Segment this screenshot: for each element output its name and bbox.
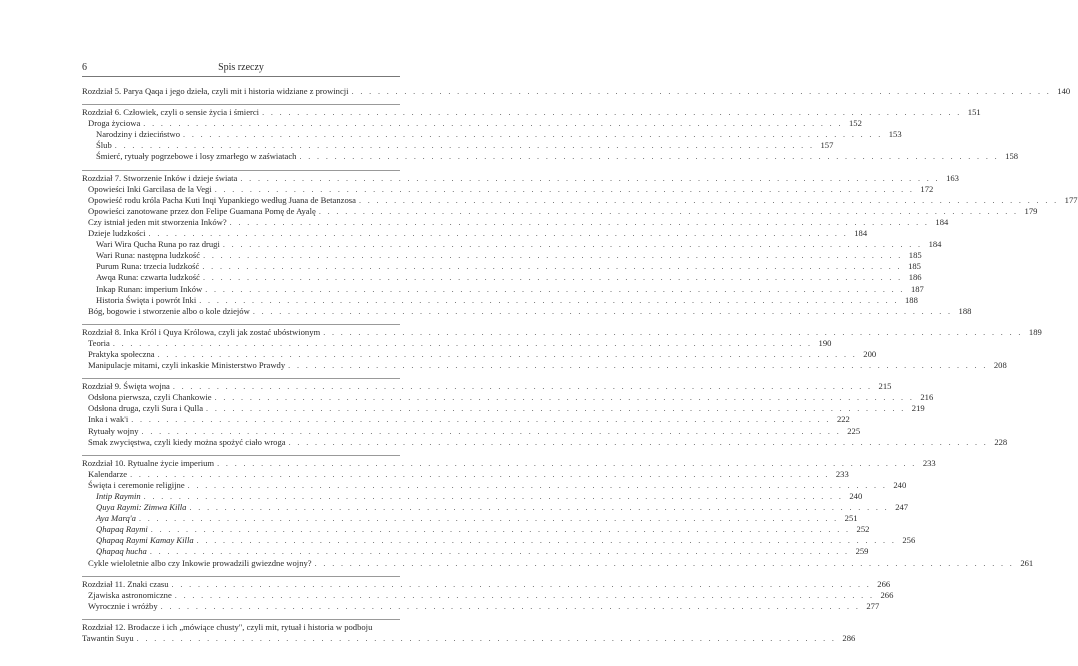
dot-leader: . . . . . . . . . . . . . . . . . . . . . . . . . . . . . . . . . . . . . . . . . . . . . . . . . . . . . . . . . . . . . . . . . . . . . . . . . . . . . . . . [252,306,953,316]
dot-leader: . . . . . . . . . . . . . . . . . . . . . . . . . . . . . . . . . . . . . . . . . . . . . . . . . . . . . . . . . . . . . . . . . . . . . . . . . . . . . . . . [214,393,915,403]
toc-subsection-title: Qhapaq Raymi Kamay Killa [96,535,194,546]
toc-section [82,337,832,349]
chapter-heading-page: 233 [922,457,936,468]
toc-section [82,305,972,317]
toc-subsection-title: Awqa Runa: czwarta ludzkość [96,272,200,283]
chapter-heading-page: 151 [967,107,981,118]
dot-leader: . . . . . . . . . . . . . . . . . . . . . . . . . . . . . . . . . . . . . . . . . . . . . . . . . . . . . . . . . . . . . . . . . . . . . . . . . . . . . . . . [203,251,903,261]
toc-chapter-group [82,378,1008,448]
toc-subsection [82,250,922,261]
toc-section-page: 216 [920,392,934,403]
toc-subsection-title: Inkap Runan: imperium Inków [96,283,203,294]
toc-subsection-title: Wari Wira Qucha Runa po raz drugi [96,239,220,250]
toc-section-title: Czy istniał jeden mit stworzenia Inków? [88,216,227,227]
chapter-separator [82,576,400,577]
toc-section [82,600,880,612]
toc-section [82,118,862,129]
dot-leader: . . . . . . . . . . . . . . . . . . . . . . . . . . . . . . . . . . . . . . . . . . . . . . . . . . . . . . . . . . . . . . . . . . . . . . . . . . . . . . . . [358,195,1059,205]
page-number: 6 [82,62,87,73]
toc-subsection-page: 240 [849,491,863,501]
chapter-heading-title: Rozdział 7. Stworzenie Inków i dzieje świata [82,172,238,183]
toc-section-page: 172 [920,183,934,194]
chapter-heading [82,326,1042,338]
toc-section [82,414,850,425]
toc-section-title: Opowieść rodu króla Pacha Kuti Inqi Yupankiego według Juana de Betanzosa [88,194,356,205]
toc-subsection-page: 247 [895,502,909,513]
toc-subsection-page: 186 [908,272,922,283]
dot-leader: . . . . . . . . . . . . . . . . . . . . . . . . . . . . . . . . . . . . . . . . . . . . . . . . . . . . . . . . . . . . . . . . . . . . . . . . . . . . . . . . [318,206,1019,216]
chapter-heading-title: Rozdział 10. Rytualne życie imperium [82,457,215,468]
toc-section-page: 184 [854,228,868,239]
dot-leader: . . . . . . . . . . . . . . . . . . . . . . . . . . . . . . . . . . . . . . . . . . . . . . . . . . . . . . . . . . . . . . . . . . . . . . . . . . . . . . . . [262,108,962,118]
chapter-heading [82,172,959,184]
toc-subsection-page: 187 [910,283,924,294]
toc-chapter-group [82,86,1071,97]
running-title: Spis rzeczy [218,62,264,73]
toc-section-title: Święta i ceremonie religijne [88,479,185,490]
chapter-heading-page: 215 [878,381,892,392]
chapter-heading-title: Rozdział 9. Święta wojna [82,381,170,392]
chapter-heading-page: 266 [877,578,891,589]
toc-section-title: Bóg, bogowie i stworzenie albo o kole dziejów [88,305,250,316]
chapter-heading-page: 189 [1028,326,1042,337]
dot-leader: . . . . . . . . . . . . . . . . . . . . . . . . . . . . . . . . . . . . . . . . . . . . . . . . . . . . . . . . . . . . . . . . . . . . . . . . . . . . . . . . [160,601,861,611]
toc-section-title: Kalendarze [88,468,128,479]
chapter-separator [82,170,400,171]
dot-leader: . . . . . . . . . . . . . . . . . . . . . . . . . . . . . . . . . . . . . . . . . . . . . . . . . . . . . . . . . . . . . . . . . . . . . . . . . . . . . . . . [141,426,842,436]
toc-section-title: Inka i wak'i [88,414,129,425]
dot-leader: . . . . . . . . . . . . . . . . . . . . . . . . . . . . . . . . . . . . . . . . . . . . . . . . . . . . . . . . . . . . . . . . . . . . . . . . . . . . . . . . [171,579,872,589]
table-of-contents [82,86,1078,644]
dot-leader: . . . . . . . . . . . . . . . . . . . . . . . . . . . . . . . . . . . . . . . . . . . . . . . . . . . . . . . . . . . . . . . . . . . . . . . . . . . . . . . . [143,492,844,501]
toc-subsection-page: 157 [820,140,834,151]
toc-section [82,425,861,437]
dot-leader: . . . . . . . . . . . . . . . . . . . . . . . . . . . . . . . . . . . . . . . . . . . . . . . . . . . . . . . . . . . . . . . . . . . . . . . . . . . . . . . . [205,284,905,294]
toc-section [82,216,949,228]
toc-section-page: 277 [866,600,880,611]
toc-subsection-title: Purum Runa: trzecia ludzkość [96,261,200,272]
toc-subsection-page: 185 [908,250,922,261]
dot-leader: . . . . . . . . . . . . . . . . . . . . . . . . . . . . . . . . . . . . . . . . . . . . . . . . . . . . . . . . . . . . . . . . . . . . . . . . . . . . . . . . [150,525,851,535]
toc-subsection [82,129,902,140]
toc-subsection-page: 158 [1005,151,1019,162]
toc-chapter-group [82,170,1078,317]
toc-chapter-group [82,324,1042,371]
dot-leader: . . . . . . . . . . . . . . . . . . . . . . . . . . . . . . . . . . . . . . . . . . . . . . . . . . . . . . . . . . . . . . . . . . . . . . . . . . . . . . . . [214,184,915,194]
running-header [82,62,400,76]
toc-section-page: 188 [958,305,972,316]
toc-section-title: Zjawiska astronomiczne [88,589,172,600]
toc-section-title: Cykle wieloletnie albo czy Inkowie prowadzili gwiezdne wojny? [88,557,312,568]
toc-chapter-group [82,576,894,612]
dot-leader: . . . . . . . . . . . . . . . . . . . . . . . . . . . . . . . . . . . . . . . . . . . . . . . . . . . . . . . . . . . . . . . . . . . . . . . . . . . . . . . . [288,361,988,371]
toc-subsection [82,513,858,524]
dot-leader: . . . . . . . . . . . . . . . . . . . . . . . . . . . . . . . . . . . . . . . . . . . . . . . . . . . . . . . . . . . . . . . . . . . . . . . . . . . . . . . . [199,295,899,305]
dot-leader: . . . . . . . . . . . . . . . . . . . . . . . . . . . . . . . . . . . . . . . . . . . . . . . . . . . . . . . . . . . . . . . . . . . . . . . . . . . . . . . . [189,503,890,513]
toc-section-page: 184 [935,216,949,227]
toc-section-title: Dzieje ludzkości [88,228,146,239]
dot-leader: . . . . . . . . . . . . . . . . . . . . . . . . . . . . . . . . . . . . . . . . . . . . . . . . . . . . . . . . . . . . . . . . . . . . . . . . . . . . . . . . [314,558,1015,568]
dot-leader: . . . . . . . . . . . . . . . . . . . . . . . . . . . . . . . . . . . . . . . . . . . . . . . . . . . . . . . . . . . . . . . . . . . . . . . . . . . . . . . . [323,327,1023,337]
chapter-separator [82,104,400,105]
chapter-separator [82,378,400,379]
dot-leader: . . . . . . . . . . . . . . . . . . . . . . . . . . . . . . . . . . . . . . . . . . . . . . . . . . . . . . . . . . . . . . . . . . . . . . . . . . . . . . . . [196,536,897,546]
toc-subsection-page: 256 [902,535,916,546]
toc-subsection [82,140,834,151]
dot-leader: . . . . . . . . . . . . . . . . . . . . . . . . . . . . . . . . . . . . . . . . . . . . . . . . . . . . . . . . . . . . . . . . . . . . . . . . . . . . . . . . [187,480,888,490]
dot-leader: . . . . . . . . . . . . . . . . . . . . . . . . . . . . . . . . . . . . . . . . . . . . . . . . . . . . . . . . . . . . . . . . . . . . . . . . . . . . . . . . [174,590,875,600]
chapter-heading-cont-title: Tawantin Suyu [82,633,134,644]
dot-leader: . . . . . . . . . . . . . . . . . . . . . . . . . . . . . . . . . . . . . . . . . . . . . . . . . . . . . . . . . . . . . . . . . . . . . . . . . . . . . . . . [148,229,849,239]
toc-subsection-title: Śmierć, rytuały pogrzebowe i losy zmarłego w zaświatach [96,151,297,162]
dot-leader: . . . . . . . . . . . . . . . . . . . . . . . . . . . . . . . . . . . . . . . . . . . . . . . . . . . . . . . . . . . . . . . . . . . . . . . . . . . . . . . . [288,437,989,447]
dot-leader: . . . . . . . . . . . . . . . . . . . . . . . . . . . . . . . . . . . . . . . . . . . . . . . . . . . . . . . . . . . . . . . . . . . . . . . . . . . . . . . . [114,141,815,151]
toc-chapter-group [82,455,1034,569]
toc-section [82,479,907,491]
dot-leader: . . . . . . . . . . . . . . . . . . . . . . . . . . . . . . . . . . . . . . . . . . . . . . . . . . . . . . . . . . . . . . . . . . . . . . . . . . . . . . . . [157,349,858,359]
dot-leader: . . . . . . . . . . . . . . . . . . . . . . . . . . . . . . . . . . . . . . . . . . . . . . . . . . . . . . . . . . . . . . . . . . . . . . . . . . . . . . . . [229,217,930,227]
dot-leader: . . . . . . . . . . . . . . . . . . . . . . . . . . . . . . . . . . . . . . . . . . . . . . . . . . . . . . . . . . . . . . . . . . . . . . . . . . . . . . . . [240,173,940,183]
toc-section-page: 208 [993,360,1007,371]
toc-subsection [82,261,921,272]
dot-leader: . . . . . . . . . . . . . . . . . . . . . . . . . . . . . . . . . . . . . . . . . . . . . . . . . . . . . . . . . . . . . . . . . . . . . . . . . . . . . . . . [217,458,917,468]
toc-subsection-title: Intip Raymin [96,491,141,501]
toc-section-title: Rytuały wojny [88,425,139,436]
dot-leader: . . . . . . . . . . . . . . . . . . . . . . . . . . . . . . . . . . . . . . . . . . . . . . . . . . . . . . . . . . . . . . . . . . . . . . . . . . . . . . . . [183,130,883,140]
toc-section [82,348,877,360]
toc-section [82,205,1038,217]
toc-subsection-title: Ślub [96,140,112,151]
toc-subsection-title: Wari Runa: następna ludzkość [96,250,201,261]
chapter-heading-title: Rozdział 5. Parya Qaqa i jego dzieła, czyli mit i historia widziane z prowincji [82,86,349,96]
dot-leader: . . . . . . . . . . . . . . . . . . . . . . . . . . . . . . . . . . . . . . . . . . . . . . . . . . . . . . . . . . . . . . . . . . . . . . . . . . . . . . . . [299,152,1000,162]
toc-subsection [82,524,870,535]
toc-section [82,194,1078,206]
chapter-heading [82,86,1071,97]
toc-section [82,557,1034,569]
dot-leader: . . . . . . . . . . . . . . . . . . . . . . . . . . . . . . . . . . . . . . . . . . . . . . . . . . . . . . . . . . . . . . . . . . . . . . . . . . . . . . . . [130,469,830,479]
dot-leader: . . . . . . . . . . . . . . . . . . . . . . . . . . . . . . . . . . . . . . . . . . . . . . . . . . . . . . . . . . . . . . . . . . . . . . . . . . . . . . . . [202,262,902,272]
toc-section-title: Praktyka społeczna [88,348,155,359]
toc-section-title: Opowieści zanotowane przez don Felipe Guamana Pomę de Ayalę [88,205,316,216]
toc-section-page: 219 [911,403,925,414]
toc-section-page: 261 [1020,557,1034,568]
dot-leader: . . . . . . . . . . . . . . . . . . . . . . . . . . . . . . . . . . . . . . . . . . . . . . . . . . . . . . . . . . . . . . . . . . . . . . . . . . . . . . . . [172,382,873,392]
dot-leader: . . . . . . . . . . . . . . . . . . . . . . . . . . . . . . . . . . . . . . . . . . . . . . . . . . . . . . . . . . . . . . . . . . . . . . . . . . . . . . . . [202,273,903,283]
chapter-heading-title: Rozdział 12. Brodacze i ich „mówiące chusty", czyli mit, rytuał i historia w podboju [82,621,373,632]
chapter-heading-page: 163 [946,172,959,183]
toc-subsection-title: Aya Marq'a [96,513,136,524]
toc-section-page: 179 [1024,205,1038,216]
toc-section [82,403,925,414]
toc-section-page: 228 [994,436,1008,447]
chapter-heading-title: Rozdział 6. Człowiek, czyli o sensie życia i śmierci [82,107,260,118]
chapter-heading [82,457,936,469]
toc-subsection-page: 184 [928,239,942,250]
toc-chapter-group [82,619,856,644]
chapter-heading-title: Rozdział 11. Znaki czasu [82,578,169,589]
toc-section [82,589,894,601]
toc-chapter-group [82,104,1019,162]
toc-subsection-page: 251 [844,513,858,524]
chapter-heading-cont-page: 286 [842,633,856,644]
toc-section-title: Opowieści Inki Garcilasa de la Vegi [88,183,212,194]
toc-section-title: Odsłona druga, czyli Sura i Qulla [88,403,204,414]
toc-section [82,468,849,480]
toc-section-page: 266 [880,589,894,600]
header-rule [82,76,400,77]
toc-section [82,228,868,239]
toc-subsection [82,294,918,306]
dot-leader: . . . . . . . . . . . . . . . . . . . . . . . . . . . . . . . . . . . . . . . . . . . . . . . . . . . . . . . . . . . . . . . . . . . . . . . . . . . . . . . . [112,338,813,348]
toc-section-title: Wyrocznie i wróżby [88,600,158,611]
toc-subsection [82,491,863,502]
toc-subsection [82,535,916,546]
chapter-heading [82,622,400,633]
toc-subsection-page: 188 [904,294,918,305]
toc-subsection-title: Quya Raymi: Ziтwa Killa [96,502,187,513]
dot-leader: . . . . . . . . . . . . . . . . . . . . . . . . . . . . . . . . . . . . . . . . . . . . . . . . . . . . . . . . . . . . . . . . . . . . . . . . . . . . . . . . [136,634,837,644]
chapter-heading [82,381,892,392]
toc-subsection-page: 252 [856,524,870,535]
toc-subsection-page: 153 [888,129,902,140]
chapter-heading-cont [82,633,856,644]
toc-section-page: 225 [847,425,861,436]
toc-subsection [82,502,909,513]
toc-subsection-title: Historia Święta i powrót Inki [96,294,197,305]
toc-subsection-page: 259 [855,546,869,557]
chapter-heading-title: Rozdział 8. Inka Król i Quya Królowa, czyli jak zostać ubóstwionym [82,326,321,337]
dot-leader: . . . . . . . . . . . . . . . . . . . . . . . . . . . . . . . . . . . . . . . . . . . . . . . . . . . . . . . . . . . . . . . . . . . . . . . . . . . . . . . . [222,240,923,250]
toc-section-page: 190 [818,337,832,348]
chapter-heading [82,107,981,118]
toc-section-page: 240 [893,479,907,490]
toc-section-page: 200 [863,348,877,359]
chapter-heading [82,578,891,590]
toc-subsection-title: Qhapaq Raymi [96,524,148,535]
dot-leader: . . . . . . . . . . . . . . . . . . . . . . . . . . . . . . . . . . . . . . . . . . . . . . . . . . . . . . . . . . . . . . . . . . . . . . . . . . . . . . . . [149,547,850,557]
toc-section-title: Smak zwycięstwa, czyli kiedy można spożyć ciało wroga [88,436,286,447]
toc-section-title: Teoria [88,337,110,348]
toc-section-page: 222 [836,414,850,425]
toc-subsection [82,546,869,557]
toc-subsection [82,272,922,283]
toc-section [82,436,1008,448]
toc-subsection-title: Narodziny i dzieciństwo [96,129,181,140]
toc-section [82,183,934,195]
toc-section-title: Manipulacje mitami, czyli inkaskie Ministerstwo Prawdy [88,360,286,371]
dot-leader: . . . . . . . . . . . . . . . . . . . . . . . . . . . . . . . . . . . . . . . . . . . . . . . . . . . . . . . . . . . . . . . . . . . . . . . . . . . . . . . . [206,404,906,414]
toc-section-title: Odsłona pierwsza, czyli Chankowie [88,392,212,403]
toc-section [82,392,934,403]
toc-section-title: Droga życiowa [88,118,141,129]
dot-leader: . . . . . . . . . . . . . . . . . . . . . . . . . . . . . . . . . . . . . . . . . . . . . . . . . . . . . . . . . . . . . . . . . . . . . . . . . . . . . . . . [143,119,843,129]
toc-section-page: 152 [848,118,862,129]
toc-subsection-title: Qhapaq hucha [96,546,147,557]
chapter-separator [82,455,400,456]
chapter-separator [82,619,400,620]
dot-leader: . . . . . . . . . . . . . . . . . . . . . . . . . . . . . . . . . . . . . . . . . . . . . . . . . . . . . . . . . . . . . . . . . . . . . . . . . . . . . . . . [138,514,839,524]
dot-leader: . . . . . . . . . . . . . . . . . . . . . . . . . . . . . . . . . . . . . . . . . . . . . . . . . . . . . . . . . . . . . . . . . . . . . . . . . . . . . . . . [351,87,1052,96]
chapter-separator [82,324,400,325]
toc-subsection-page: 185 [908,261,921,272]
toc-section [82,360,1007,371]
toc-section-page: 233 [835,468,849,479]
dot-leader: . . . . . . . . . . . . . . . . . . . . . . . . . . . . . . . . . . . . . . . . . . . . . . . . . . . . . . . . . . . . . . . . . . . . . . . . . . . . . . . . [131,415,831,425]
toc-subsection [82,283,924,295]
toc-subsection [82,151,1019,162]
chapter-heading-page: 140 [1057,86,1071,96]
toc-section-page: 177 [1064,194,1078,205]
toc-subsection [82,239,942,250]
